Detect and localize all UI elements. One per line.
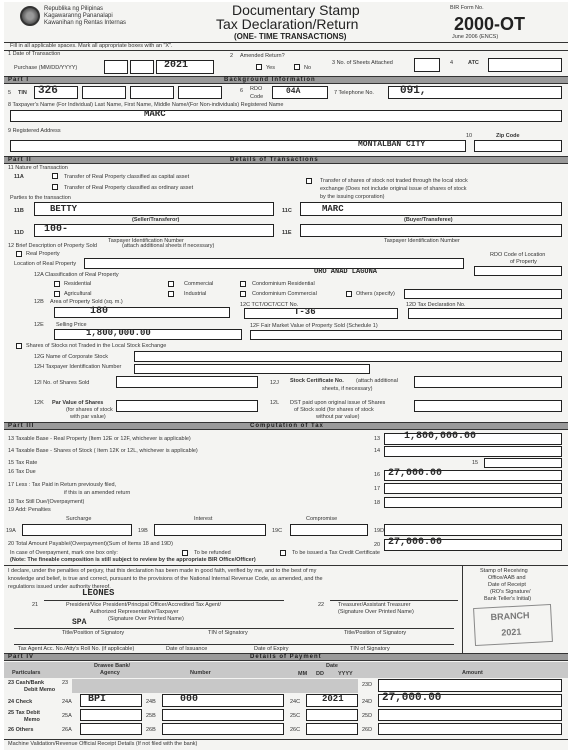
refund-checkbox[interactable]	[182, 550, 188, 556]
tin-value: 326	[38, 85, 58, 97]
par-value-note-1: (for shares of stock	[66, 407, 113, 413]
title-position-2-label: Title/Position of Signatory	[344, 630, 407, 636]
form-date: June 2006 (ENCS)	[452, 34, 499, 40]
item-11d-label: 11D	[14, 230, 24, 236]
tax-debit-amount-box[interactable]	[378, 709, 562, 721]
area-box[interactable]	[54, 307, 230, 318]
of-property-label: of Property	[510, 259, 537, 265]
part-4-header	[4, 653, 568, 661]
row-24b-num: 24B	[146, 699, 156, 705]
item-13-num: 13	[374, 436, 381, 442]
par-value-label: Par Value of Shares	[52, 400, 104, 406]
tax-still-due-box[interactable]	[384, 497, 562, 508]
location-label: Location of Real Property	[14, 261, 77, 267]
form-title-2: Tax Declaration/Return	[216, 16, 359, 32]
rdo-value: 04A	[286, 87, 301, 96]
tin-signatory-2-label: TIN of Signatory	[350, 646, 390, 652]
compromise-box[interactable]	[290, 524, 368, 536]
item-15-num: 15	[472, 460, 479, 466]
address-value: MONTALBAN CITY	[358, 140, 426, 149]
item-12a-label: 12A Classification of Real Property	[34, 272, 119, 278]
item-15-label: 15 Tax Rate	[8, 460, 38, 466]
seller-value: BETTY	[50, 204, 78, 214]
tax-paid-box[interactable]	[384, 483, 562, 494]
ordinary-asset-label: Transfer of Real Property classified as ordinary asset	[64, 185, 194, 191]
part-4-label: Part IV	[8, 654, 35, 660]
item-4-label: 4	[450, 60, 454, 66]
item-17-sub: if this is an amended return	[64, 490, 131, 496]
refund-label: To be refunded	[194, 550, 231, 556]
signature-22-line-2: (Signature Over Printed Name)	[338, 609, 414, 615]
check-bank-value: BPI	[88, 694, 107, 705]
item-12d-label: 12D Tax Declaration No.	[406, 302, 466, 308]
location-value: ORO ANAD LAGUNA	[314, 268, 378, 276]
tcc-label: To be issued a Tax Credit Certificate	[292, 550, 380, 556]
real-property-checkbox[interactable]	[16, 251, 22, 257]
part-1-title: Background Information	[224, 77, 316, 83]
industrial-checkbox[interactable]	[168, 291, 174, 297]
shares-sold-box[interactable]	[116, 376, 258, 388]
declaration-line-2: knowledge and belief, is true and correct, pursuant to the provisions of the National Internal Revenue Code, as amended, and the	[8, 576, 323, 582]
others-bank-box[interactable]	[80, 723, 142, 735]
stamp-year: 2021	[501, 626, 522, 638]
others-label: Others (specify)	[356, 291, 395, 297]
total-payable-value: 27,000.00	[388, 537, 443, 548]
row-23-label-2: Debit Memo	[24, 687, 56, 693]
purchase-label: Purchase (MM/DD/YYYY)	[14, 65, 78, 71]
stamp-label-1: Stamp of Receiving	[480, 568, 528, 574]
row-25-label-1: 25 Tax Debit	[8, 710, 40, 716]
particulars-header: Particulars	[12, 670, 41, 676]
penalties-total-box[interactable]	[384, 524, 562, 536]
declaration-line-1: I declare, under the penalties of perjury, that this declaration has been made in good faith, verified by me, and to the best of my	[8, 568, 317, 574]
real-property-label: Real Property	[26, 251, 60, 257]
item-12-label: 12 Brief Description of Property Sold	[8, 243, 97, 249]
item-12k-label: 12K	[34, 400, 44, 406]
row-25c-num: 25C	[290, 713, 301, 719]
part-2-label: Part II	[8, 157, 32, 163]
item-17-num: 17	[374, 486, 381, 492]
item-8-label: 8 Taxpayer's Name (For Individual) Last Name, First Name, Middle Name/(For Non-individuals) Registered Name	[8, 102, 284, 108]
item-13-label: 13 Taxable Base - Real Property (Item 12E or 12F, whichever is applicable)	[8, 436, 191, 442]
amended-no-checkbox[interactable]	[294, 64, 300, 70]
item-3-label: 3 No. of Sheets Attached	[332, 60, 393, 66]
row-23d-num: 23D	[362, 682, 373, 688]
bir-seal-icon	[20, 6, 40, 26]
part-3-label: Part III	[8, 423, 35, 429]
form-no-label: BIR Form No.	[450, 5, 484, 11]
surcharge-label: Surcharge	[66, 516, 92, 522]
item-17-label: 17 Less : Tax Paid in Return previously filed,	[8, 482, 117, 488]
seller-tin-number-label: Taxpayer Identification Number	[108, 238, 184, 244]
part-2-header	[4, 156, 568, 164]
item-22-label: 22	[318, 602, 325, 608]
rdo-code-label: Code	[250, 94, 264, 100]
seller-tin-box[interactable]	[34, 224, 274, 237]
item-16-label: 16 Tax Due	[8, 469, 36, 475]
part-1-header	[4, 76, 568, 84]
item-7-label: 7 Telephone No.	[334, 90, 374, 96]
item-19c-num: 19C	[272, 528, 283, 534]
condo-residential-label: Condominium Residential	[252, 281, 315, 287]
attach-note: (attach additional sheets if necessary)	[122, 243, 215, 249]
machine-validation-label: Machine Validation/Revenue Official Receipt Details (If not filed with the bank)	[8, 741, 198, 747]
check-year-value: 2021	[322, 694, 344, 704]
drawee-header-1: Drawee Bank/	[94, 663, 131, 669]
item-11-label: 11 Nature of Transaction	[8, 165, 68, 171]
item-11a-label: 11A	[14, 174, 24, 180]
taxable-base-shares-box[interactable]	[384, 446, 562, 457]
residential-checkbox[interactable]	[54, 281, 60, 287]
item-19-label: 19 Add: Penalties	[8, 507, 51, 513]
form-number: 2000-OT	[454, 14, 526, 34]
row-25a-num: 25A	[62, 713, 72, 719]
date-month-box[interactable]	[104, 60, 128, 74]
part-3-title: Computation of Tax	[250, 423, 324, 429]
row-25b-num: 25B	[146, 713, 156, 719]
taxpayer-name-box[interactable]	[10, 110, 562, 122]
row-24d-num: 24D	[362, 699, 373, 705]
tct-value: T-36	[294, 307, 316, 317]
tin-label: TIN	[18, 90, 27, 96]
amended-no-label: No	[304, 65, 312, 71]
zip-code-label: Zip Code	[496, 133, 520, 139]
tct-box[interactable]	[244, 308, 398, 319]
row-23-num: 23	[62, 680, 69, 686]
seller-tin-value: 100-	[44, 224, 69, 235]
buyer-label: (Buyer/Transferee)	[404, 217, 453, 223]
dst-paid-note-2: without par value)	[316, 414, 360, 420]
stock-cert-box[interactable]	[414, 376, 562, 388]
zip-code-box[interactable]	[474, 140, 562, 152]
row-26a-num: 26A	[62, 727, 72, 733]
receiving-stamp	[473, 604, 553, 646]
stamp-branch: BRANCH	[490, 610, 530, 623]
amended-label: Amended Return?	[240, 53, 285, 59]
form-title-1: Documentary Stamp	[232, 2, 360, 18]
date-year-value: 2021	[164, 60, 189, 71]
instructions: Fill in all applicable spaces. Mark all appropriate boxes with an "X".	[10, 43, 173, 49]
stamp-label-4: (RO's Signature/	[490, 589, 531, 595]
declaration-line-3: regulations issued under authority thereof.	[8, 584, 111, 590]
item-12b-label: 12B	[34, 299, 44, 305]
item-12l-label: 12L	[270, 400, 280, 406]
selling-price-value: 1,800,000.00	[86, 328, 151, 338]
item-12e-label: 12E	[34, 322, 44, 328]
row-26b-num: 26B	[146, 727, 156, 733]
selling-price-label: Selling Price	[56, 322, 87, 328]
item-20-label: 20 Total Amount Payable/(Overpayment)(Sum of Items 18 and 19D)	[8, 541, 173, 547]
commercial-label: Commercial	[184, 281, 214, 287]
taxpayer-name-value: MARC	[144, 109, 166, 119]
amended-yes-label: Yes	[266, 65, 275, 71]
signer-name-value: LEONES	[82, 588, 115, 598]
industrial-label: Industrial	[184, 291, 207, 297]
check-number-value: 000	[180, 694, 199, 705]
tax-rate-box[interactable]	[484, 458, 562, 468]
drawee-header-2: Agency	[100, 670, 120, 676]
item-20-num: 20	[374, 542, 381, 548]
item-11e-label: 11E	[282, 230, 292, 236]
form-title-3: (ONE- TIME TRANSACTIONS)	[234, 32, 347, 41]
capital-asset-checkbox[interactable]	[52, 173, 58, 179]
tin-box-2[interactable]	[82, 86, 126, 99]
shares-transfer-label-2: exchange (Does not include original issue of shares of stock	[320, 186, 467, 192]
row-24a-num: 24A	[62, 699, 72, 705]
dst-paid-label: DST paid upon original issue of Shares	[290, 400, 386, 406]
number-header: Number	[190, 670, 211, 676]
area-label: Area of Property Sold (sq. m.)	[50, 299, 123, 305]
tcc-checkbox[interactable]	[280, 550, 286, 556]
tax-debit-date-box[interactable]	[306, 709, 358, 721]
tin-signatory-label: TIN of Signatory	[208, 630, 248, 636]
signature-21-line-3: (Signature Over Printed Name)	[108, 616, 184, 622]
row-26d-num: 26D	[362, 727, 373, 733]
yyyy-header: YYYY	[338, 671, 353, 677]
condo-commercial-label: Condominium Commercial	[252, 291, 317, 297]
gov-line-3: Kawanihan ng Rentas Internas	[44, 20, 127, 26]
gov-line-1: Republika ng Pilipinas	[44, 6, 104, 12]
tax-declaration-box[interactable]	[408, 308, 562, 319]
tax-form-page	[4, 2, 568, 750]
interest-label: Interest	[194, 516, 213, 522]
parties-label: Parties to the transaction	[10, 195, 71, 201]
atc-box[interactable]	[488, 58, 562, 72]
item-12f-label: 12F Fair Market Value of Property Sold (Schedule 1)	[250, 323, 378, 329]
condo-residential-checkbox[interactable]	[240, 281, 246, 287]
item-2-label: 2	[230, 53, 234, 59]
taxable-base-real-value: 1,800,000.00	[404, 431, 477, 442]
shares-transfer-label-3: by the issuing corporation)	[320, 194, 385, 200]
others-checkbox[interactable]	[346, 291, 352, 297]
condo-commercial-checkbox[interactable]	[240, 291, 246, 297]
atc-label: ATC	[468, 60, 479, 66]
stock-cert-note-2: sheets, if necessary)	[322, 386, 373, 392]
dst-paid-box[interactable]	[414, 400, 562, 412]
fine-note: (Note: The fineable composition is still subject to review by the appropriate BIR Office/Officer)	[10, 557, 256, 563]
corporate-tin-box[interactable]	[134, 364, 370, 374]
tax-due-value: 27,000.00	[388, 468, 443, 479]
item-19a-num: 19A	[6, 528, 16, 534]
row-24-label: 24 Check	[8, 699, 33, 705]
item-18-num: 18	[374, 500, 381, 506]
date-header: Date	[326, 663, 338, 669]
seller-label: (Seller/Transferor)	[132, 217, 180, 223]
shares-not-traded-label: Shares of Stocks not Traded in the Local Stock Exchange	[26, 343, 167, 349]
item-12h-label: 12H Taxpayer Identification Number	[34, 364, 122, 370]
stock-cert-note-1: (attach additional	[356, 378, 398, 384]
buyer-tin-box[interactable]	[300, 224, 562, 237]
stamp-label-3: Date of Receipt	[488, 582, 526, 588]
stamp-label-2: Office/AAB and	[488, 575, 526, 581]
item-9-label: 9 Registered Address	[8, 128, 61, 134]
telephone-value: 091,	[400, 85, 427, 97]
stock-cert-label: Stock Certificate No.	[290, 378, 344, 384]
tin-box-4[interactable]	[178, 86, 222, 99]
item-1-label: 1 Date of Transaction	[8, 51, 61, 57]
item-19b-num: 19B	[138, 528, 148, 534]
shares-transfer-checkbox[interactable]	[306, 178, 312, 184]
row-25-label-2: Memo	[24, 717, 40, 723]
commercial-checkbox[interactable]	[168, 281, 174, 287]
item-14-num: 14	[374, 448, 381, 454]
residential-label: Residential	[64, 281, 92, 287]
area-value: 180	[90, 306, 109, 317]
item-5-label: 5	[8, 90, 12, 96]
others-specify-box[interactable]	[404, 289, 562, 299]
amended-yes-checkbox[interactable]	[256, 64, 262, 70]
rdo-location-label: RDO Code of Location	[490, 252, 546, 258]
capital-asset-label: Transfer of Real Property classified as capital asset	[64, 174, 190, 180]
fair-market-value-box[interactable]	[250, 330, 562, 340]
ordinary-asset-checkbox[interactable]	[52, 184, 58, 190]
gov-line-2: Kagawaranng Pananalapi	[44, 13, 113, 19]
item-18-label: 18 Tax Still Due/(Overpayment)	[8, 499, 85, 505]
overpayment-label: In case of Overpayment, mark one box only:	[10, 550, 118, 556]
interest-box[interactable]	[154, 524, 266, 536]
buyer-tin-number-label: Taxpayer Identification Number	[384, 238, 460, 244]
payment-header-row	[4, 662, 568, 678]
item-12i-label: 12I No. of Shares Sold	[34, 380, 90, 386]
tax-agent-label: Tax Agent Acc. No./Atty's Roll No. (if applicable)	[18, 646, 135, 652]
corporate-stock-box[interactable]	[134, 351, 562, 362]
signature-21-line-1: President/Vice President/Principal Officer/Accredited Tax Agent/	[66, 602, 221, 608]
row-26-label: 26 Others	[8, 727, 34, 733]
surcharge-box[interactable]	[22, 524, 132, 536]
check-amount-value: 27,000.00	[382, 692, 442, 704]
stamp-label-5: Bank Teller's Initial)	[484, 596, 532, 602]
item-12j-label: 12J	[270, 380, 279, 386]
date-day-box[interactable]	[130, 60, 154, 74]
part-1-label: Part I	[8, 77, 30, 83]
shares-not-traded-checkbox[interactable]	[16, 343, 22, 349]
mm-header: MM	[298, 671, 308, 677]
cash-amount-box[interactable]	[378, 679, 562, 692]
part-3-header	[4, 422, 568, 430]
others-amount-box[interactable]	[378, 723, 562, 735]
par-value-box[interactable]	[116, 400, 258, 412]
sheets-attached-box[interactable]	[414, 58, 440, 72]
item-11b-label: 11B	[14, 208, 24, 214]
item-19d-num: 19D	[374, 528, 385, 534]
item-21-label: 21	[32, 602, 39, 608]
others-number-box[interactable]	[162, 723, 284, 735]
date-issuance-label: Date of Issuance	[166, 646, 208, 652]
row-26c-num: 26C	[290, 727, 301, 733]
row-23-shaded	[72, 679, 358, 693]
shares-transfer-label-1: Transfer of shares of stock not traded through the local stock	[320, 178, 468, 184]
signatory-title-value: SPA	[72, 618, 87, 627]
tin-box-3[interactable]	[130, 86, 174, 99]
item-11c-label: 11C	[282, 208, 292, 214]
signature-21-line-2: Authorized Representative/Taxpayer	[90, 609, 179, 615]
item-12g-label: 12G Name of Corporate Stock	[34, 354, 108, 360]
part-2-title: Details of Transactions	[230, 157, 319, 163]
amount-header: Amount	[462, 670, 483, 676]
others-date-box[interactable]	[306, 723, 358, 735]
rdo-location-box[interactable]	[474, 266, 562, 276]
location-box[interactable]	[84, 258, 464, 269]
row-24c-num: 24C	[290, 699, 301, 705]
dst-paid-note-1: of Stock sold (for shares of stock	[294, 407, 374, 413]
buyer-value: MARC	[322, 204, 344, 214]
item-12c-label: 12C TCT/OCT/CCT No.	[240, 302, 299, 308]
row-25d-num: 25D	[362, 713, 373, 719]
agricultural-label: Agricultural	[64, 291, 92, 297]
item-16-num: 16	[374, 472, 381, 478]
row-23-label-1: 23 Cash/Bank	[8, 680, 45, 686]
item-10-label: 10	[466, 133, 473, 139]
date-expiry-label: Date of Expiry	[254, 646, 289, 652]
part-4-title: Details of Payment	[250, 654, 322, 660]
tax-debit-bank-box[interactable]	[80, 709, 142, 721]
par-value-note-2: with par value)	[70, 414, 106, 420]
signature-22-line-1: Treasurer/Assistant Treasurer	[338, 602, 411, 608]
title-position-label: Title/Position of Signatory	[62, 630, 125, 636]
item-14-label: 14 Taxable Base - Shares of Stock ( Item 12K or 12L, whichever is applicable)	[8, 448, 198, 454]
agricultural-checkbox[interactable]	[54, 291, 60, 297]
dd-header: DD	[316, 671, 324, 677]
compromise-label: Compromise	[306, 516, 338, 522]
tax-debit-number-box[interactable]	[162, 709, 284, 721]
rdo-label: RDO	[250, 86, 263, 92]
item-6-label: 6	[240, 88, 244, 94]
